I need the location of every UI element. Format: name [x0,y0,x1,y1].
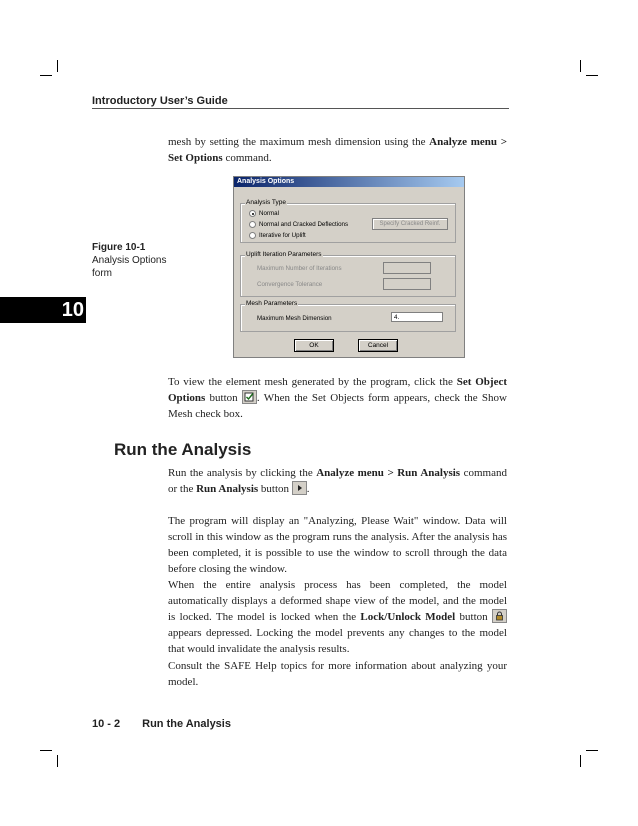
page-footer [92,718,231,730]
uplift-params-label: Uplift Iteration Parameters [246,251,322,258]
analysis-type-label: Analysis Type [246,199,286,206]
header-rule [92,108,509,109]
crop-mark-tl-h [40,75,52,76]
consult-paragraph: Consult the SAFE Help topics for more information about analyzing your model. [168,660,507,688]
run-analysis-paragraph: Run the analysis by clicking the Analyze menu > Run Analysis command or the Run Analysis button . [168,467,507,495]
radio-normal-dot[interactable] [249,210,256,217]
view-mesh-paragraph: To view the element mesh generated by the program, click the Set Object Options button . When the Set Objects form appears, check the Show Mesh check box. [168,376,507,420]
figure-number: Figure 10-1 [92,242,146,253]
dialog-titlebar: Analysis Options [234,177,464,187]
figure-caption-line1: Analysis Options [92,255,167,266]
footer-title: Run the Analysis [142,718,231,730]
radio-cracked-dot[interactable] [249,221,256,228]
mesh-params-label: Mesh Parameters [246,300,298,307]
specify-cracked-reinf-button[interactable]: Specify Cracked Reinf. [372,218,448,230]
radio-normal-label: Normal [259,210,279,217]
convergence-tolerance-input[interactable] [383,278,431,290]
running-header: Introductory User’s Guide [92,95,228,107]
run-analysis-icon[interactable] [292,481,307,495]
crop-mark-tr-v [580,60,581,72]
analysis-options-dialog [233,176,465,358]
cancel-button[interactable]: Cancel [358,339,398,352]
chapter-tab: 10 [0,297,86,323]
radio-cracked-label: Normal and Cracked Deflections [259,221,349,228]
uplift-params-group [240,251,456,297]
max-mesh-dimension-input[interactable]: 4. [391,312,443,322]
program-display-paragraph: The program will display an "Analyzing, Please Wait" window. Data will scroll in this window as the program runs the analysis. After the analysis has been completed, it is possible to use the window to scroll through the data before closing the window. [168,515,507,575]
ok-button[interactable]: OK [294,339,334,352]
figure-caption [92,241,166,280]
crop-mark-bl-v [57,755,58,767]
crop-mark-br-h [586,750,598,751]
max-mesh-dimension-label: Maximum Mesh Dimension [257,315,332,322]
crop-mark-br-v [580,755,581,767]
radio-iterative-dot[interactable] [249,232,256,239]
mesh-params-group [240,300,456,332]
intro-paragraph: mesh by setting the maximum mesh dimension using the Analyze menu > Set Options command. [168,136,507,164]
radio-iterative-label: Iterative for Uplift [259,232,306,239]
max-iterations-input[interactable] [383,262,431,274]
convergence-tolerance-label: Convergence Tolerance [257,281,323,288]
radio-iterative[interactable] [249,232,306,239]
set-object-options-icon[interactable] [242,390,257,404]
analysis-type-group [240,199,456,243]
max-iterations-label: Maximum Number of Iterations [257,265,342,272]
section-heading: Run the Analysis [114,440,252,459]
model-locked-paragraph: When the entire analysis process has been completed, the model automatically displays a deformed shape view of the model, and the model is locked. The model is locked when the Lock/Unlock Model button appears depressed. Locking the model prevents any changes to the model that would invalidate the analysis results. [168,579,507,655]
crop-mark-tl-v [57,60,58,72]
radio-cracked[interactable] [249,221,348,228]
figure-caption-line2: form [92,268,112,279]
lock-icon[interactable] [492,609,507,623]
radio-normal[interactable] [249,210,279,217]
page-number: 10 - 2 [92,718,121,730]
crop-mark-tr-h [586,75,598,76]
crop-mark-bl-h [40,750,52,751]
